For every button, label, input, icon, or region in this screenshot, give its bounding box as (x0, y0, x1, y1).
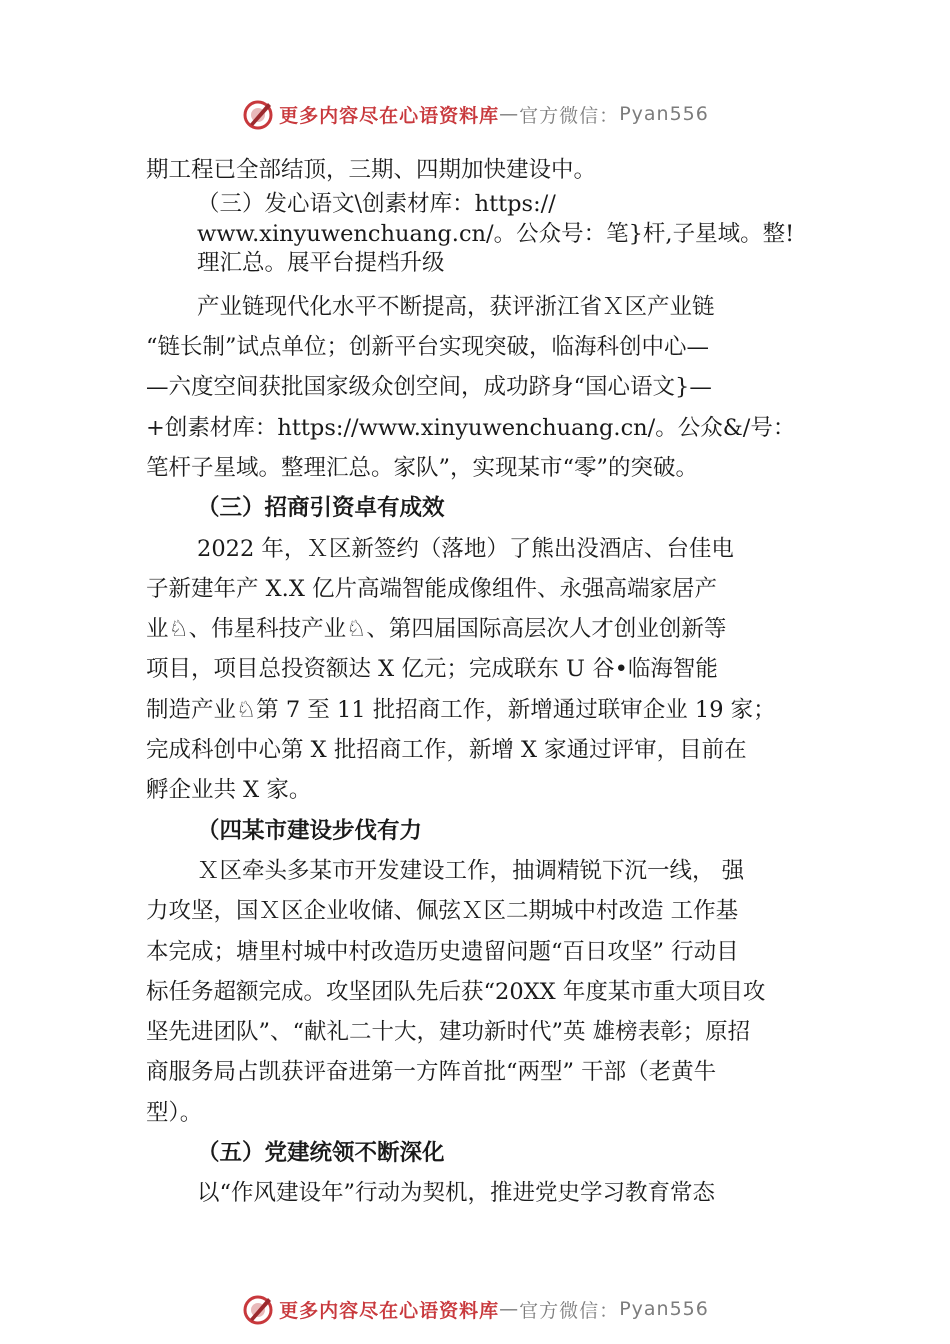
paragraph-line: 业♘、伟星科技产业♘、第四届国际高层次人才创业创新等 (146, 616, 727, 643)
banner-separator: — (499, 1298, 520, 1320)
paragraph-line: 以“作风建设年”行动为契机，推进党史学习教育常态 (197, 1180, 716, 1207)
paragraph-line: 子新建年产 X.X 亿片高端智能成像组件、永强高端家居产 (146, 575, 717, 602)
paragraph-line: Ｘ区牵头多某市开发建设工作，抽调精锐下沉一线， 强 (197, 857, 745, 884)
paragraph-line: 期工程已全部结顶，三期、四期加快建设中。 (146, 157, 597, 183)
footer-watermark-banner (0, 1291, 950, 1327)
paragraph-line: 标任务超额完成。攻坚团队先后获“20XX 年度某市重大项目攻 (146, 978, 766, 1005)
paragraph-line: —六度空间获批国家级众创空间，成功跻身“国心语文}— (146, 374, 712, 401)
paragraph-line: 理汇总。展平台提档升级 (197, 250, 445, 277)
banner-brand-text: 更多内容尽在心语资料库 (279, 1299, 500, 1322)
banner-wechat-label: 官方微信： (519, 104, 620, 127)
paragraph-line: 型）。 (146, 1099, 203, 1126)
paragraph-line: 完成科创中心第 X 批招商工作，新增 X 家通过评审，目前在 (146, 737, 747, 764)
red-quill-seal-icon (241, 1292, 275, 1326)
paragraph-line: 制造产业♘第 7 至 11 批招商工作，新增通过联审企业 19 家； (146, 696, 776, 723)
paragraph-line: “链长制”试点单位；创新平台实现突破，临海科创中心— (146, 334, 710, 361)
banner-brand-text: 更多内容尽在心语资料库 (279, 104, 500, 127)
banner-wechat-id: Pyan556 (619, 103, 709, 125)
paragraph-line: 力攻坚，国Ｘ区企业收储、佩弦Ｘ区二期城中村改造 工作基 (146, 898, 739, 925)
section-heading: （四某市建设步伐有力 (197, 817, 423, 844)
document-body (146, 150, 836, 1214)
red-quill-seal-icon (241, 97, 275, 131)
section-heading: （三）招商引资卓有成效 (197, 495, 445, 522)
banner-wechat-label: 官方微信： (519, 1299, 620, 1322)
paragraph-line: 坚先进团队”、“献礼二十大，建功新时代”英 雄榜表彰；原招 (146, 1019, 751, 1046)
paragraph-line: 本完成；塘里村城中村改造历史遗留问题“百日攻坚” 行动目 (146, 938, 739, 965)
paragraph-line: www.xinyuwenchuang.cn/。公众号：笔}杆,子星域。整! (197, 220, 795, 247)
paragraph-line: 项目，项目总投资额达 X 亿元；完成联东 U 谷•临海智能 (146, 656, 718, 683)
section-heading: （五）党建统领不断深化 (197, 1140, 445, 1167)
paragraph-line: 2022 年，Ｘ区新签约（落地）了熊出没酒店、台佳电 (197, 535, 734, 562)
header-watermark-banner (0, 96, 950, 132)
paragraph-line: 商服务局占凯获评奋进第一方阵首批“两型” 干部（老黄牛 (146, 1059, 717, 1086)
paragraph-line: 产业链现代化水平不断提高，获评浙江省Ｘ区产业链 (197, 293, 715, 320)
paragraph-line: 笔杆子星域。整理汇总。家队”，实现某市“零”的突破。 (146, 454, 699, 481)
paragraph-line: 孵企业共 X 家。 (146, 777, 312, 804)
paragraph-line: （三）发心语文\创素材库：https:// (197, 191, 556, 218)
paragraph-line: +创素材库：https://www.xinyuwenchuang.cn/。公众&/号： (146, 414, 796, 441)
banner-wechat-id: Pyan556 (619, 1298, 709, 1320)
banner-separator: — (499, 103, 520, 125)
